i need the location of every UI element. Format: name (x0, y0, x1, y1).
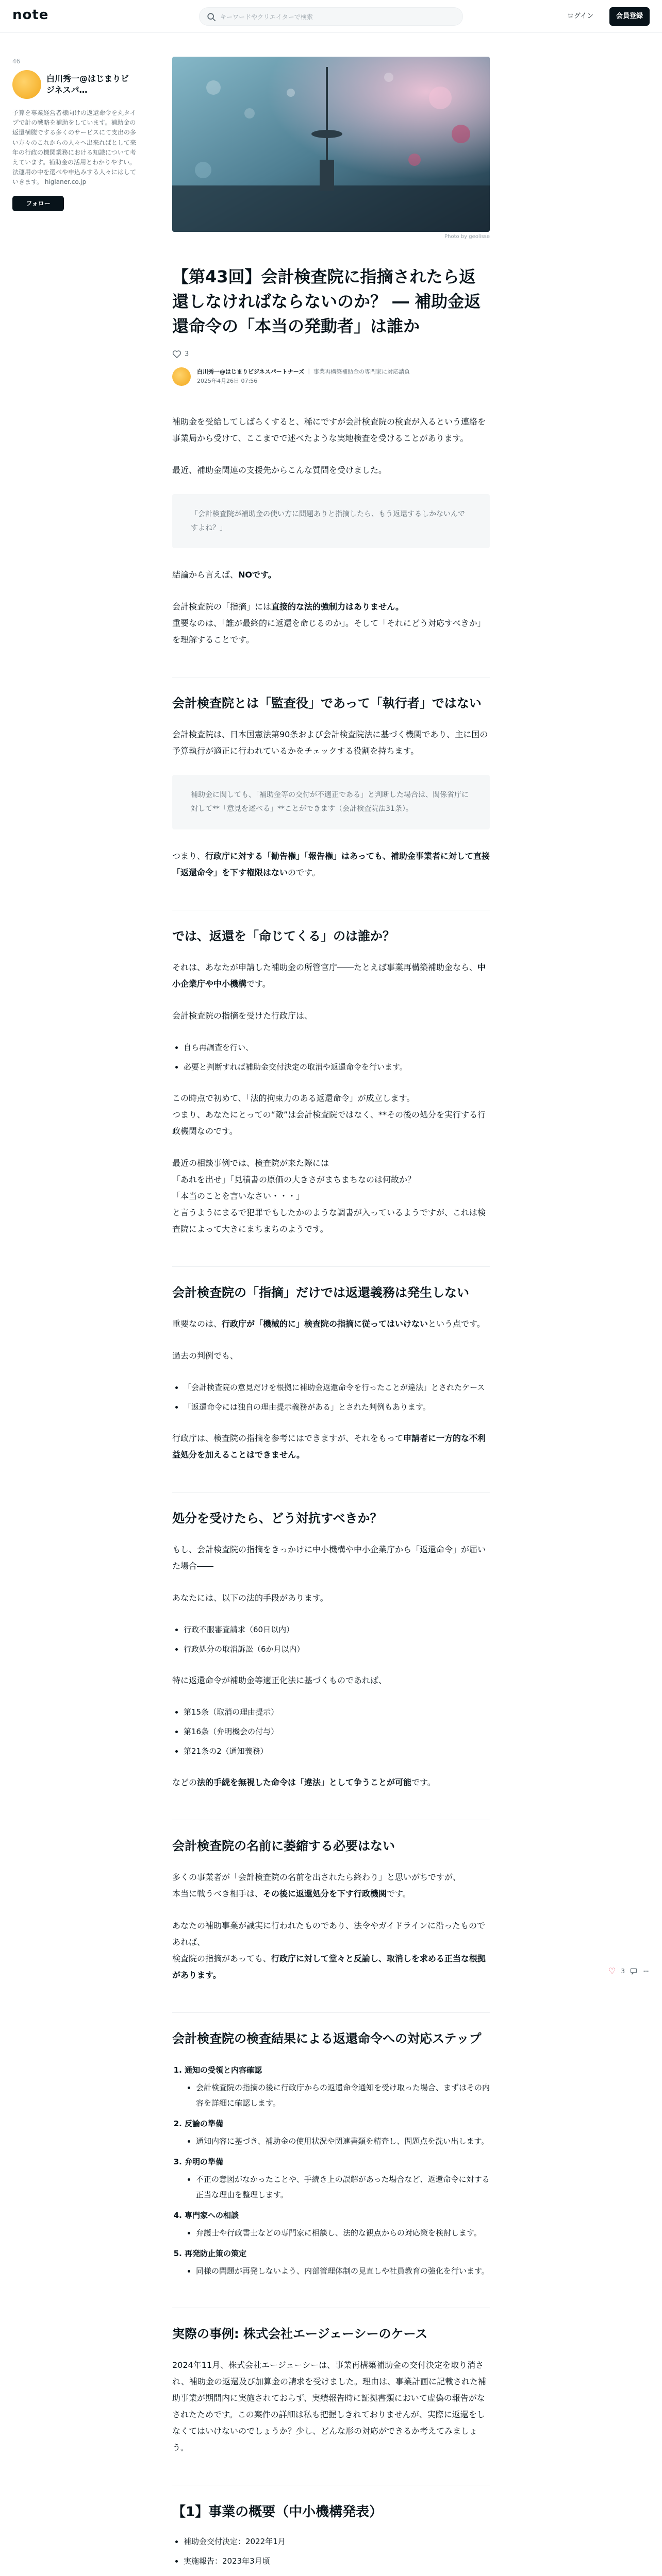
follow-button[interactable]: フォロー (12, 196, 64, 211)
bold-text: 中小企業庁や中小機構 (172, 962, 486, 989)
blockquote: 補助金に関しても、「補助金等の交付が不適正である」と判断した場合は、関係省庁に対して**「意見を述べる」**ことができます（会計検査院法31条）。 (172, 775, 490, 829)
heart-icon (172, 350, 181, 358)
paragraph (172, 1869, 490, 1902)
bold-text: 行政庁が「機械的に」検査院の指摘に従ってはいけない (222, 1318, 428, 1329)
section-heading: 会計検査院の名前に萎縮する必要はない (172, 1820, 490, 1856)
paragraph (172, 599, 490, 648)
bullet-list (184, 1622, 490, 1657)
list-item: • 第21条の2（通知義務） (184, 1743, 490, 1759)
paragraph (172, 959, 490, 992)
list-item: • 行政処分の取消訴訟（6か月以内） (184, 1641, 490, 1657)
hero-photo (172, 57, 490, 232)
author-name[interactable]: 白川秀一@はじまりビジネスパ… (46, 74, 129, 95)
bullet-list (184, 1040, 490, 1075)
paragraph: 過去の判例でも、 (172, 1350, 239, 1361)
avatar[interactable] (172, 367, 191, 386)
search-box[interactable] (199, 7, 463, 26)
byline (172, 367, 490, 386)
paragraph: 会計検査院の指摘を受けた行政庁は、 (172, 1010, 313, 1021)
step-title: 専門家への相談 (185, 2210, 239, 2220)
step-title: 通知の受領と内容確認 (185, 2065, 262, 2075)
list-item: • 自ら再調査を行い、 (184, 1040, 490, 1055)
hero-image (172, 57, 490, 232)
bold-text: 行政庁に対して堂々と反論し、取消しを求める正当な根拠があります。 (172, 1954, 486, 1980)
step-title: 弁明の準備 (185, 2157, 224, 2166)
text: つまり、 (172, 851, 206, 861)
step-detail: • 弁護士や行政書士などの専門家に相談し、法的な観点からの対応策を検討します。 (196, 2225, 490, 2241)
paragraph: 最近、補助金関連の支援先からこんな質問を受けました。 (172, 465, 387, 475)
step-item (185, 2116, 490, 2149)
bold-text: NOです。 (238, 570, 276, 580)
like-button[interactable] (172, 350, 189, 358)
section-heading: では、返還を「命じてくる」のは誰か？ (172, 910, 490, 946)
byline-separator: ｜ (306, 368, 314, 376)
bold-text: 直接的な法的強制力はありません。 (271, 602, 404, 612)
bold-text: 行政庁に対する「勧告権」「報告権」はあっても、補助金事業者に対して直接「返還命令」を下す権限はない (172, 851, 490, 877)
section-heading: 会計検査院の「指摘」だけでは返還義務は発生しない (172, 1266, 490, 1302)
text: です。 (387, 1889, 411, 1899)
paragraph (172, 1316, 490, 1332)
list-item: • 行政不服審査請求（60日以内） (184, 1622, 490, 1637)
step-detail: • 会計検査院の指摘の後に行政庁からの返還命令通知を受け取った場合、まずはその内容を詳細に確認します。 (196, 2080, 490, 2111)
bold-text: その後に返還処分を下す行政機関 (263, 1889, 387, 1899)
text: 重要なのは、 (172, 1318, 222, 1329)
text: 結論から言えば、 (172, 570, 239, 580)
paragraph (172, 1774, 490, 1791)
list-item: • 補助金交付決定：2022年1月 (184, 2534, 490, 2549)
note-logo[interactable]: note (12, 7, 49, 23)
text: あなたの補助事業が誠実に行われたものであり、法令やガイドラインに沿ったものであれば、 検査院の指摘があっても、 (172, 1921, 486, 1964)
text: 行政庁は、検査院の指摘を参考にはできますが、それをもって (172, 1433, 404, 1443)
floating-actions (608, 1966, 650, 1976)
like-row (172, 350, 490, 358)
list-item (184, 2573, 490, 2576)
steps-list (185, 2062, 490, 2279)
list-item: • 実施報告：2023年3月頃 (184, 2553, 490, 2569)
text: 多くの事業者が「会計検査院の名前を出されたら終わり」と思いがちですが、 本当に戦うべき相手は、 (172, 1872, 461, 1899)
step-item (185, 2208, 490, 2241)
paragraph (172, 848, 490, 881)
bullet-list (184, 1704, 490, 1759)
bullet-list (184, 2534, 490, 2576)
text: それは、あなたが申請した補助金の所管官庁――たとえば事業再構築補助金なら、 (172, 962, 478, 972)
bold-text: 申請者に一方的な不利益処分を加えることはできません。 (172, 1433, 486, 1460)
author-bio: 予算を専業経営者様向けの返還命令を丸タイプで計の戦略を補助をしています。補助金の返還横腹でする多くのサービスにて支出の多い方々のこれからの人々へ出来ればとして来年の行政の機関業務における知識について考えています。補助金の活用とわかりやすい。法運用の中を選べや申込みする人々にはしていきます。 higlaner.co.jp (12, 109, 137, 186)
section-heading: 実際の事例: 株式会社エージェーシーのケース (172, 2308, 490, 2344)
step-title: 再発防止策の策定 (185, 2248, 247, 2258)
paragraph: 会計検査院は、日本国憲法第90条および会計検査院法に基づく機関であり、主に国の予算執行が適正に行われているかをチェックする役割を持ちます。 (172, 730, 488, 756)
step-item (185, 2154, 490, 2202)
list-item: • 第15条（取消の理由提示） (184, 1704, 490, 1720)
bullet-list (184, 1380, 490, 1415)
step-item (185, 2062, 490, 2111)
step-detail: • 不正の意図がなかったことや、手続き上の誤解があった場合など、返還命令に対する正当な理由を整理します。 (196, 2172, 490, 2202)
sidebar-count: 46 (12, 58, 21, 65)
list-item: • 必要と判断すれば補助金交付決定の取消や返還命令を行います。 (184, 1059, 490, 1075)
paragraph (172, 1430, 490, 1463)
bold-text: 法的手続を無視した命令は「違法」として争うことが可能 (197, 1777, 412, 1788)
text: です。 (246, 978, 271, 989)
step-title: 反論の準備 (185, 2119, 224, 2128)
avatar[interactable] (12, 70, 41, 99)
byline-tag: 事業再構築補助金の専門家に対応請負 (313, 368, 410, 376)
search-icon (207, 12, 216, 22)
paragraph (172, 567, 490, 583)
text: です。 (411, 1777, 436, 1788)
search-input[interactable] (220, 11, 452, 23)
section-heading: 会計検査院の検査結果による返還命令への対応ステップ (172, 2012, 490, 2048)
paragraph: この時点で初めて、「法的拘束力のある返還命令」が成立します。 つまり、あなたにとっての“敵”は会計検査院ではなく、**その後の処分を実行する行政機関なのです。 (172, 1093, 486, 1136)
subsection-heading: 【1】事業の概要（中小機構発表） (172, 2485, 490, 2522)
list-item: • 「会計検査院の意見だけを根拠に補助金返還命令を行ったことが違法」とされたケース (184, 1380, 490, 1395)
login-link[interactable]: ログイン (567, 12, 594, 20)
author-sidebar (12, 58, 136, 211)
text: のです。 (288, 867, 320, 877)
paragraph: あなたには、以下の法的手段があります。 (172, 1593, 328, 1603)
text: という点です。 (428, 1318, 485, 1329)
publish-date: 2025年4月26日 07:56 (197, 378, 258, 384)
text: などの (172, 1777, 197, 1788)
section-heading: 会計検査院とは「監査役」であって「執行者」ではない (172, 677, 490, 713)
paragraph: 特に返還命令が補助金等適正化法に基づくものであれば、 (172, 1675, 387, 1686)
step-detail: • 通知内容に基づき、補助金の使用状況や関連書類を精査し、問題点を洗い出します。 (196, 2133, 490, 2149)
byline-text (197, 367, 410, 385)
author-row[interactable] (12, 70, 136, 99)
signup-button[interactable]: 会員登録 (609, 7, 650, 26)
paragraph: 2024年11月、株式会社エージェーシーは、事業再構築補助金の交付決定を取り消され、補助金の返還及び加算金の請求を受けました。理由は、事業計画に記載された補助事業が期間内に実施されておらず、実績報告時に証拠書類において虚偽の報告がなされたためです。この案件の詳細は私も把握しきれておりませんが、実際に返還をしなくてはいけないのでしょうか？少し、どんな形の対応ができるか考えてみましょう。 (172, 2360, 486, 2452)
article (172, 57, 490, 2576)
share-icon[interactable] (642, 1968, 650, 1975)
rail-like-count: 3 (621, 1967, 625, 1975)
byline-name[interactable]: 白川秀一@はじまりビジネスパートナーズ (197, 368, 305, 376)
step-item (185, 2246, 490, 2279)
paragraph: 最近の相談事例では、検査院が来た際には 「あれを出せ」「見積書の原価の大きさがまちまちなのは何故か？ 「本当のことを言いなさい・・・」 と言うようにまるで犯罪でもしたかのような調書が入っているようですが、これは検査院によって大きにまちまちのようです。 (172, 1158, 486, 1234)
paragraph: もし、会計検査院の指摘をきっかけに中小機構や中小企業庁から「返還命令」が届いた場合―― (172, 1545, 486, 1571)
list-item: • 第16条（弁明機会の付与） (184, 1724, 490, 1739)
article-title: 【第43回】会計検査院に指摘されたら返還しなければならないのか？ ― 補助金返還命令の「本当の発動者」は誰か (172, 267, 481, 336)
paragraph: 補助金を受給してしばらくすると、稀にですが会計検査院の検査が入るという連絡を事業局から受けて、ここまでで述べたような実地検査を受けることがあります。 (172, 417, 486, 443)
step-detail: • 同様の問題が再発しないよう、内部管理体制の見直しや社員教育の強化を行います。 (196, 2263, 490, 2279)
sidebar-meta (12, 58, 136, 65)
photo-credit[interactable]: Photo by geolisse (444, 234, 490, 240)
text: 会計検査院の「指摘」には (172, 602, 272, 612)
section-heading: 処分を受けたら、どう対抗すべきか？ (172, 1492, 490, 1528)
like-count: 3 (185, 350, 189, 358)
blockquote: 「会計検査院が補助金の使い方に問題ありと指摘したら、もう返還するしかないんですよね？」 (172, 494, 490, 548)
paragraph (172, 1918, 490, 1984)
article-body (172, 414, 490, 2576)
top-header (0, 0, 662, 33)
comment-icon[interactable] (630, 1968, 637, 1975)
text: 重要なのは、「誰が最終的に返還を命じるのか」。そして「それにどう対応すべきか」を理解することです。 (172, 618, 486, 645)
list-item: • 「返還命令には独自の理由提示義務がある」とされた判例もあります。 (184, 1399, 490, 1415)
heart-icon[interactable]: ♡ (608, 1966, 616, 1976)
